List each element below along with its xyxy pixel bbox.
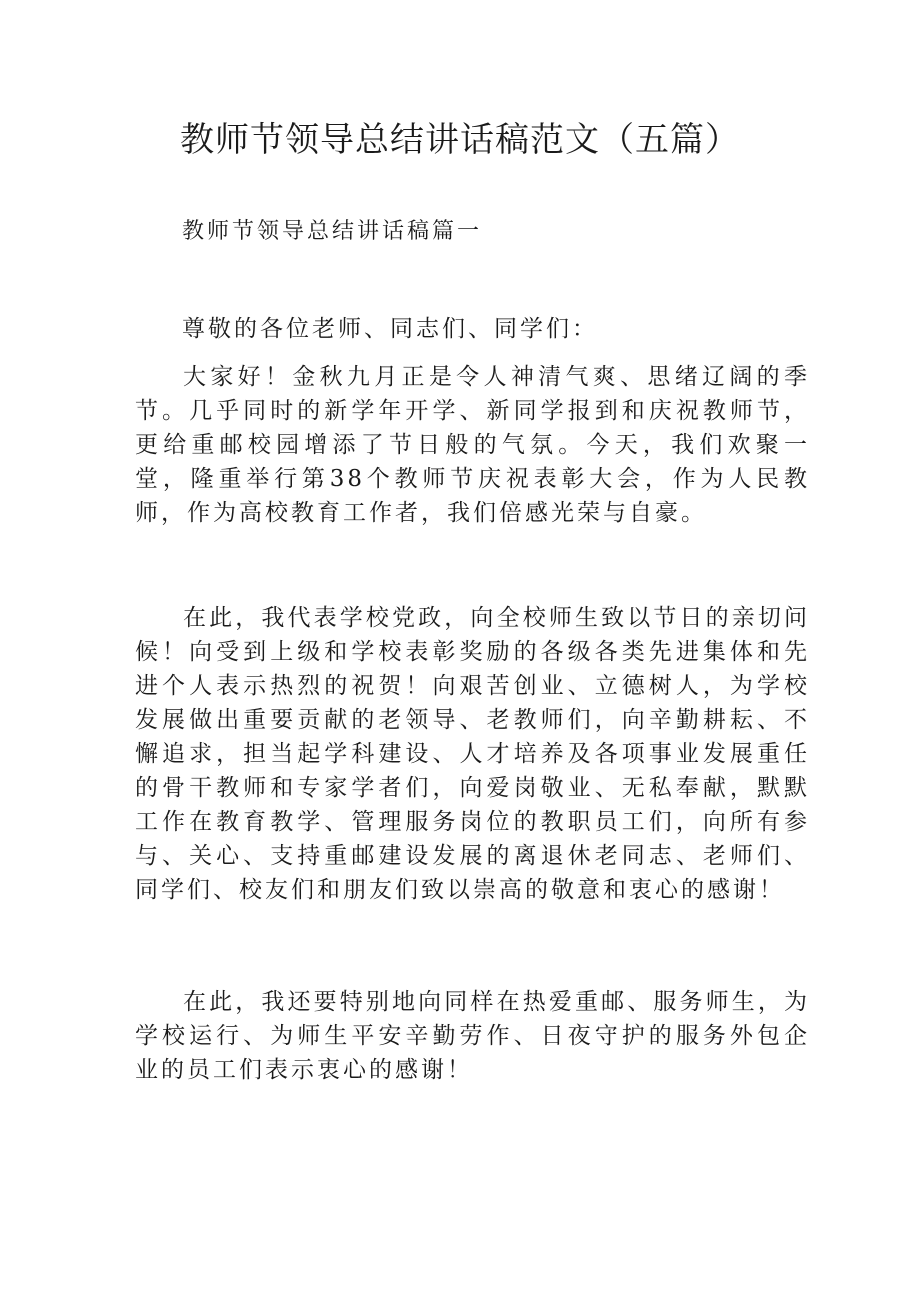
- section-heading: 教师节领导总结讲话稿篇一: [182, 219, 483, 244]
- salutation: 尊敬的各位老师、同志们、同学们：: [182, 316, 598, 342]
- document-title: 教师节领导总结讲话稿范文（五篇）: [180, 120, 740, 160]
- paragraph-3: 在此，我还要特别地向同样在热爱重邮、服务师生，为学校运行、为师生平安辛勤劳作、日夜守护的服务外包企业的员工们表示衷心的感谢！: [135, 989, 810, 1083]
- paragraph-2: 在此，我代表学校党政，向全校师生致以节日的亲切问候！向受到上级和学校表彰奖励的各级各类先进集体和先进个人表示热烈的祝贺！向艰苦创业、立德树人，为学校发展做出重要贡献的老领导、老教师们，向辛勤耕耘、不懈追求，担当起学科建设、人才培养及各项事业发展重任的骨干教师和专家学者们，向爱岗敬业、无私奉献，默默工作在教育教学、管理服务岗位的教职员工们，向所有参与、关心、支持重邮建设发展的离退休老同志、老师们、同学们、校友们和朋友们致以崇高的敬意和衷心的感谢！: [135, 605, 810, 903]
- paragraph-1: 大家好！金秋九月正是令人神清气爽、思绪辽阔的季节。几乎同时的新学年开学、新同学报到和庆祝教师节，更给重邮校园增添了节日般的气氛。今天，我们欢聚一堂，隆重举行第38个教师节庆祝表彰大会，作为人民教师，作为高校教育工作者，我们倍感光荣与自豪。: [135, 364, 810, 526]
